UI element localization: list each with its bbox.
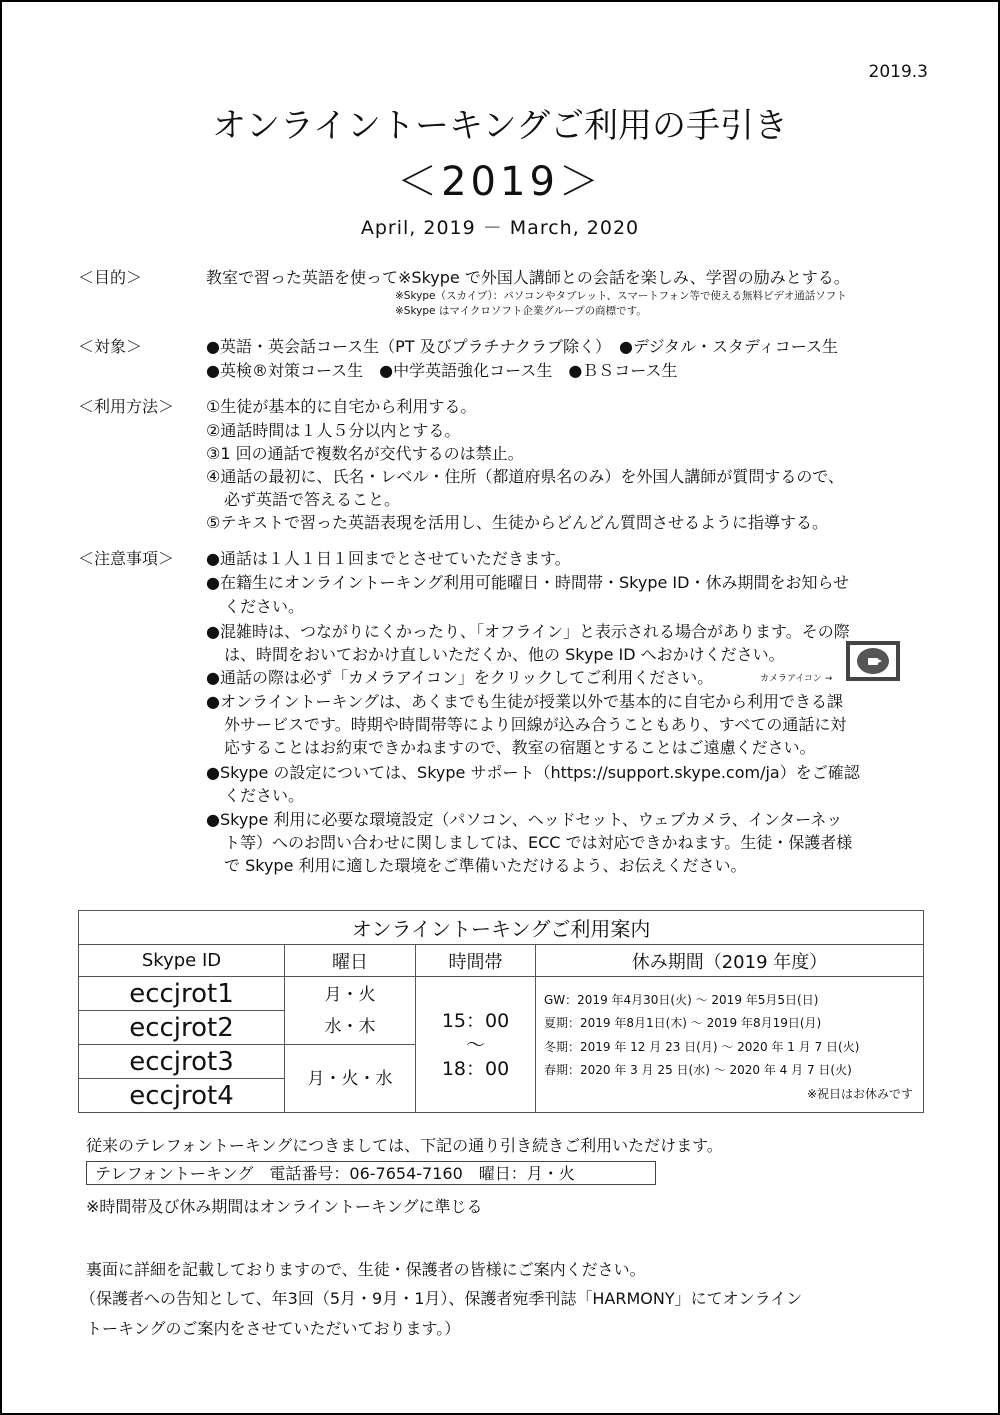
note-line: ください。: [224, 597, 305, 616]
header-day: 曜日: [285, 945, 416, 977]
target-line: ●英検®対策コース生 ●中学英語強化コース生 ●ＢＳコース生: [206, 361, 678, 380]
day-cell: [285, 1045, 416, 1113]
note-line: 応することはお約束できかねますので、教室の宿題とすることはご遠慮ください。: [224, 738, 816, 757]
note-line: ●混雑時は、つながりにくかったり、「オフライン」と表示される場合があります。その際: [206, 622, 850, 641]
note-line: ●オンライントーキングは、あくまでも生徒が授業以外で基本的に自宅から利用できる課: [206, 692, 844, 711]
page-title: オンライントーキングご利用の手引き: [212, 106, 788, 146]
note-line: 外サービスです。時期や時間帯等により回線が込み合うこともあり、すべての通話に対: [224, 715, 847, 734]
usage-item: ①生徒が基本的に自宅から利用する。: [206, 397, 477, 416]
header-time: 時間帯: [416, 945, 536, 977]
time-cell: [416, 977, 536, 1113]
purpose-text: 教室で習った英語を使って※Skype で外国人講師との会話を楽しみ、学習の励みとする。: [206, 268, 850, 287]
note-line: ●通話の際は必ず「カメラアイコン」をクリックしてご利用ください。: [206, 668, 714, 687]
usage-item: ②通話時間は１人５分以内とする。: [206, 421, 461, 440]
header-holiday: 休み期間（2019 年度）: [536, 945, 924, 977]
day-line: 月・火: [324, 984, 376, 1005]
footer-line: （保護者への告知として、年3回（5月・9月・1月）、保護者宛季刊誌「HARMONY」にてオンライン: [80, 1289, 803, 1308]
target-label: ＜対象＞: [78, 337, 143, 356]
purpose-note: ※Skype（スカイプ）：パソコンやタブレット、スマートフォン等で使える無料ビデオ通話ソフト: [395, 290, 847, 302]
target-line: ●英語・英会話コース生（PT 及びプラチナクラブ除く） ●デジタル・スタディコース生: [206, 337, 838, 356]
online-talking-table: [78, 910, 924, 1113]
note-line: ください。: [224, 786, 305, 805]
notes-label: ＜注意事項＞: [78, 549, 175, 568]
year-heading: ＜2019＞: [397, 159, 603, 205]
usage-item: ③1 回の通話で複数名が交代するのは禁止。: [206, 444, 524, 463]
holiday-period: GW：2019 年4月30日(火) ～ 2019 年5月5日(日): [544, 992, 819, 1007]
telephone-note: ※時間帯及び休み期間はオンライントーキングに準じる: [86, 1197, 483, 1216]
time-start: 15：00: [441, 1009, 510, 1032]
table-row: [79, 977, 924, 1011]
holiday-period: 春期：2020 年 3 月 25 日(水) ～ 2020 年 4 月 7 日(火): [544, 1063, 852, 1078]
note-line: ●在籍生にオンライントーキング利用可能曜日・時間帯・Skype ID・休み期間をお知らせ: [206, 573, 849, 592]
usage-label: ＜利用方法＞: [78, 397, 175, 416]
camera-icon-caption: カメラアイコン →: [760, 674, 833, 684]
header-skype-id: Skype ID: [79, 945, 285, 977]
skype-id-cell: eccjrot1: [79, 977, 285, 1011]
footer-line: 裏面に詳細を記載しておりますので、生徒・保護者の皆様にご案内ください。: [86, 1260, 646, 1279]
skype-id-cell: eccjrot3: [79, 1045, 285, 1079]
day-line: 水・木: [324, 1016, 376, 1037]
table-title: オンライントーキングご利用案内: [79, 911, 924, 945]
holiday-period: 夏期：2019 年8月1日(木) ～ 2019 年8月19日(月): [544, 1016, 822, 1031]
purpose-label: ＜目的＞: [78, 268, 143, 287]
video-camera-icon: [846, 641, 900, 681]
usage-item: ⑤テキストで習った英語表現を活用し、生徒からどんどん質問させるように指導する。: [206, 513, 829, 532]
note-line: で Skype 利用に適した環境をご準備いただけるよう、お伝えください。: [224, 856, 747, 875]
skype-id-cell: eccjrot2: [79, 1011, 285, 1045]
time-end: 18：00: [441, 1057, 510, 1080]
holiday-period: 冬期：2019 年 12 月 23 日(月) ～ 2020 年 1 月 7 日(火): [544, 1039, 860, 1054]
note-line: ●Skype 利用に必要な環境設定（パソコン、ヘッドセット、ウェブカメラ、インターネッ: [206, 810, 843, 829]
purpose-note: ※Skype はマイクロソフト企業グループの商標です。: [395, 305, 647, 317]
note-line: ●Skype の設定については、Skype サポート（https://support.skype.com/ja）をご確認: [206, 763, 860, 782]
time-separator: ～: [465, 1033, 485, 1056]
skype-id-cell: eccjrot4: [79, 1079, 285, 1113]
issue-date: 2019.3: [868, 62, 928, 82]
holiday-cell: [536, 977, 924, 1113]
usage-item: ④通話の最初に、氏名・レベル・住所（都道府県名のみ）を外国人講師が質問するので、: [206, 467, 845, 486]
note-line: ト等）へのお問い合わせに関しましては、ECC では対応できかねます。生徒・保護者様: [224, 833, 853, 852]
camera-circle: [857, 648, 889, 674]
day-cell: [285, 977, 416, 1045]
usage-item: 必ず英語で答えること。: [224, 490, 401, 509]
day-line: 月・火・水: [307, 1068, 393, 1089]
note-line: ●通話は１人１日１回までとさせていただきます。: [206, 549, 571, 568]
camera-glyph: [868, 658, 878, 665]
telephone-info-box: テレフォントーキング 電話番号：06-7654-7160 曜日：月・火: [86, 1161, 656, 1185]
period-range: April, 2019 － March, 2020: [360, 217, 640, 239]
telephone-intro: 従来のテレフォントーキングにつきましては、下記の通り引き続きご利用いただけます。: [86, 1136, 723, 1155]
note-line: は、時間をおいておかけ直しいただくか、他の Skype ID へおかけください。: [224, 645, 785, 664]
footer-line: トーキングのご案内をさせていただいております。）: [86, 1319, 461, 1338]
holiday-note: ※祝日はお休みです: [806, 1086, 913, 1101]
